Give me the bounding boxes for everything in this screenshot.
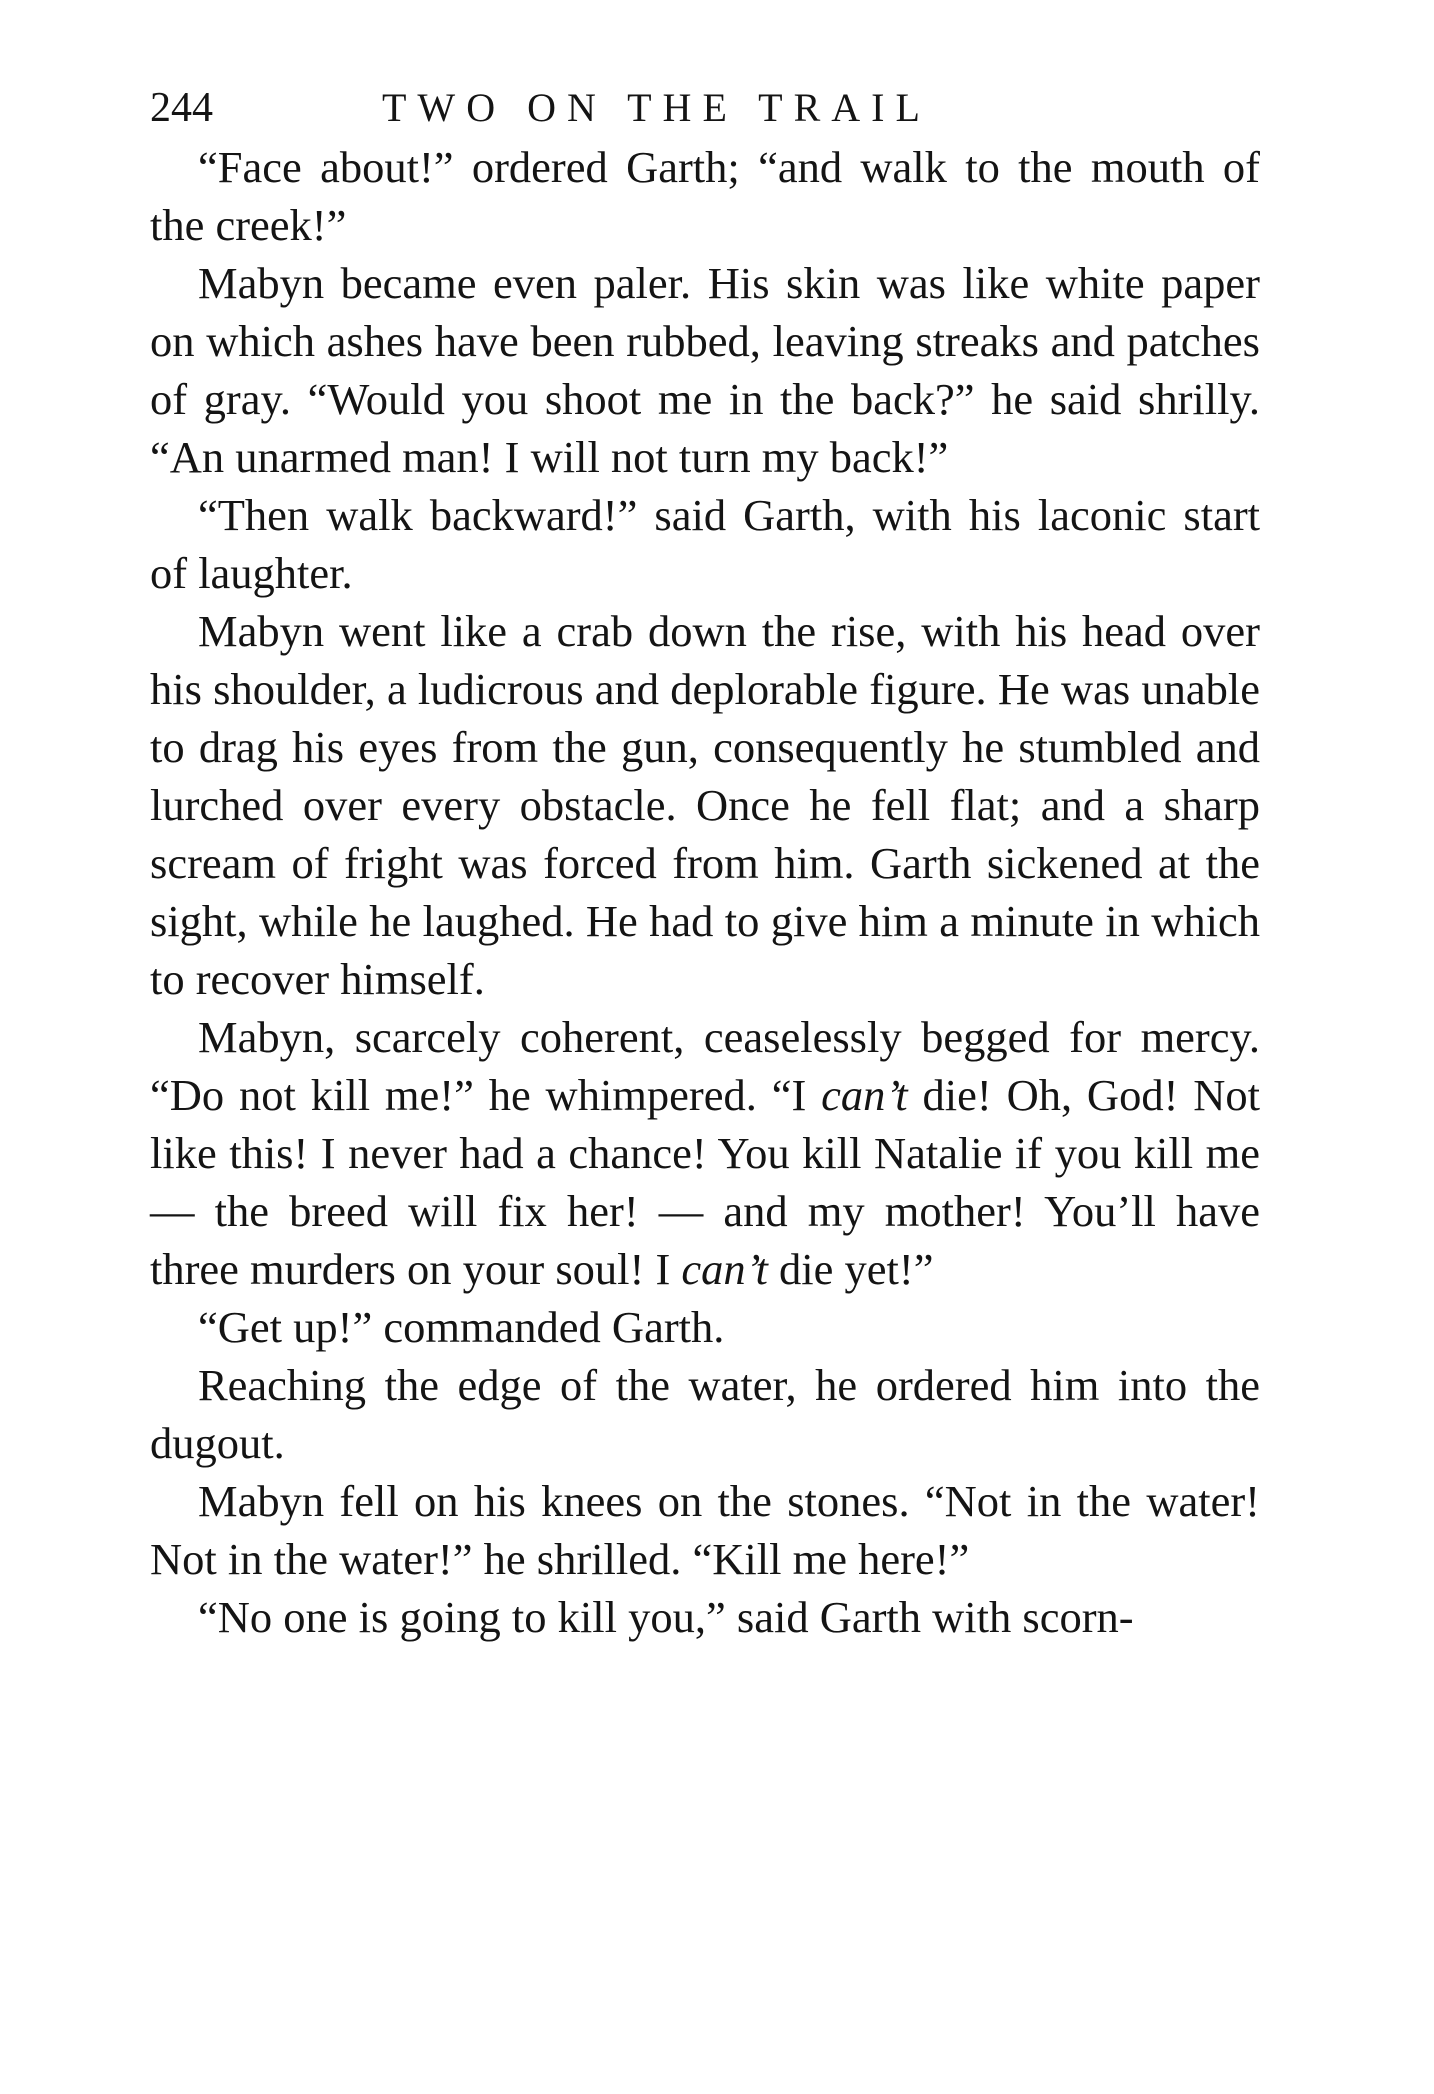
paragraph xyxy=(150,602,1260,1008)
page-number: 244 xyxy=(150,85,213,131)
text-run: “Face about!” ordered Garth; “and walk to the mouth of the creek!” xyxy=(150,142,1260,250)
text-run: “Then walk backward!” said Garth, with his laconic start of laughter. xyxy=(150,490,1260,598)
book-page xyxy=(150,78,1260,1646)
italic-text: can’t xyxy=(821,1070,908,1120)
text-run: die yet!” xyxy=(767,1244,934,1294)
text-run: Mabyn went like a crab down the rise, with his head over his shoulder, a ludicrous and deplorable figure. He was unable to drag his eyes from the gun, consequently he stumbled and lurched over every obstacle. Once he fell flat; and a sharp scream of fright was forced from him. Garth sickened at the sight, while he laughed. He had to give him a minute in which to recover himself. xyxy=(150,606,1260,1004)
text-run: “Get up!” commanded Garth. xyxy=(198,1302,725,1352)
text-run: Reaching the edge of the water, he ordered him into the dugout. xyxy=(150,1360,1260,1468)
running-head xyxy=(150,78,1260,138)
body-text xyxy=(150,138,1260,1646)
text-run: die! Oh, God! Not like this! I never had a chance! You kill Natalie if you kill me — the breed will fix her! — and my mother! You’ll have three murders on your soul! I xyxy=(150,1070,1260,1294)
text-run: Mabyn fell on his knees on the stones. “Not in the water! Not in the water!” he shrilled. “Kill me here!” xyxy=(150,1476,1260,1584)
running-title: TWO ON THE TRAIL xyxy=(382,85,931,130)
italic-text: can’t xyxy=(681,1244,768,1294)
text-run: “No one is going to kill you,” said Garth with scorn- xyxy=(198,1592,1134,1642)
paragraph xyxy=(150,486,1260,602)
paragraph xyxy=(150,1298,1260,1356)
paragraph xyxy=(150,1356,1260,1472)
paragraph xyxy=(150,1588,1260,1646)
paragraph xyxy=(150,138,1260,254)
paragraph xyxy=(150,1472,1260,1588)
paragraph xyxy=(150,254,1260,486)
paragraph xyxy=(150,1008,1260,1298)
text-run: Mabyn, scarcely coherent, ceaselessly begged for mercy. “Do not kill me!” he whimpered. “I xyxy=(150,1012,1260,1120)
text-run: Mabyn became even paler. His skin was like white paper on which ashes have been rubbed, leaving streaks and patches of gray. “Would you shoot me in the back?” he said shrilly. “An unarmed man! I will not turn my back!” xyxy=(150,258,1260,482)
